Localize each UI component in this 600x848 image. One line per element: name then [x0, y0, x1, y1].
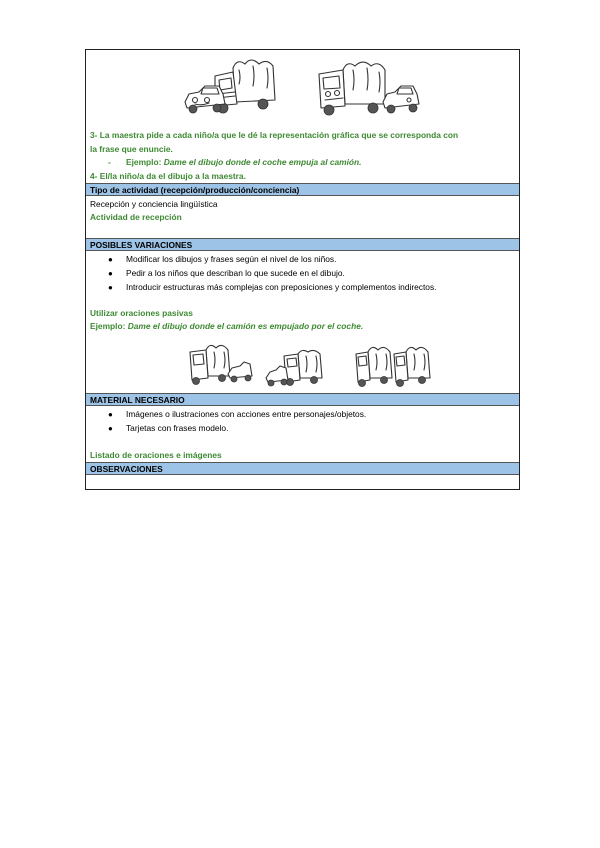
variation-illustration-2 [262, 348, 332, 388]
variation-illustration-3 [352, 344, 436, 388]
variation-item: Introducir estructuras más complejas con preposiciones y complementos indirectos. [126, 282, 437, 292]
example-label: Ejemplo: [126, 157, 162, 167]
variation-item: Modificar los dibujos y frases según el nivel de los niños. [126, 254, 337, 264]
bullet-icon: ● [108, 269, 113, 278]
material-footer: Listado de oraciones e imágenes [90, 450, 222, 460]
step-3-text: 3- La maestra pide a cada niño/a que le dé la representación gráfica que se corresponda con [90, 130, 459, 140]
activity-type-line-2: Actividad de recepción [90, 212, 182, 222]
activity-type-header: Tipo de actividad (recepción/producción/conciencia) [86, 183, 519, 196]
step-3-continuation: la frase que enuncie. [90, 144, 173, 154]
car-pushes-truck-illustration [181, 56, 293, 118]
activity-card [85, 49, 520, 490]
passive-example-text: Dame el dibujo donde el camión es empujado por el coche. [127, 321, 364, 331]
material-item: Tarjetas con frases modelo. [126, 423, 229, 433]
truck-pushes-car-illustration [313, 56, 425, 118]
bullet-icon: ● [108, 283, 113, 292]
observations-header: OBSERVACIONES [86, 462, 519, 475]
step-4-text: 4- El/la niño/a da el dibujo a la maestra. [90, 171, 246, 181]
activity-type-line-1: Recepción y conciencia lingüística [90, 199, 218, 209]
variation-item: Pedir a los niños que describan lo que sucede en el dibujo. [126, 268, 345, 278]
bullet-icon: ● [108, 424, 113, 433]
material-header: MATERIAL NECESARIO [86, 393, 519, 406]
bullet-icon: ● [108, 410, 113, 419]
variations-header: POSIBLES VARIACIONES [86, 238, 519, 251]
passive-example [90, 321, 363, 332]
passive-title: Utilizar oraciones pasivas [90, 308, 193, 318]
example-text: Dame el dibujo donde el coche empuja al camión. [163, 157, 362, 167]
material-item: Imágenes o ilustraciones con acciones entre personajes/objetos. [126, 409, 367, 419]
bullet-icon: ● [108, 255, 113, 264]
passive-example-label: Ejemplo: [90, 321, 126, 331]
example-dash: - [108, 157, 111, 167]
variation-illustration-1 [184, 342, 256, 386]
step-example [126, 157, 362, 168]
